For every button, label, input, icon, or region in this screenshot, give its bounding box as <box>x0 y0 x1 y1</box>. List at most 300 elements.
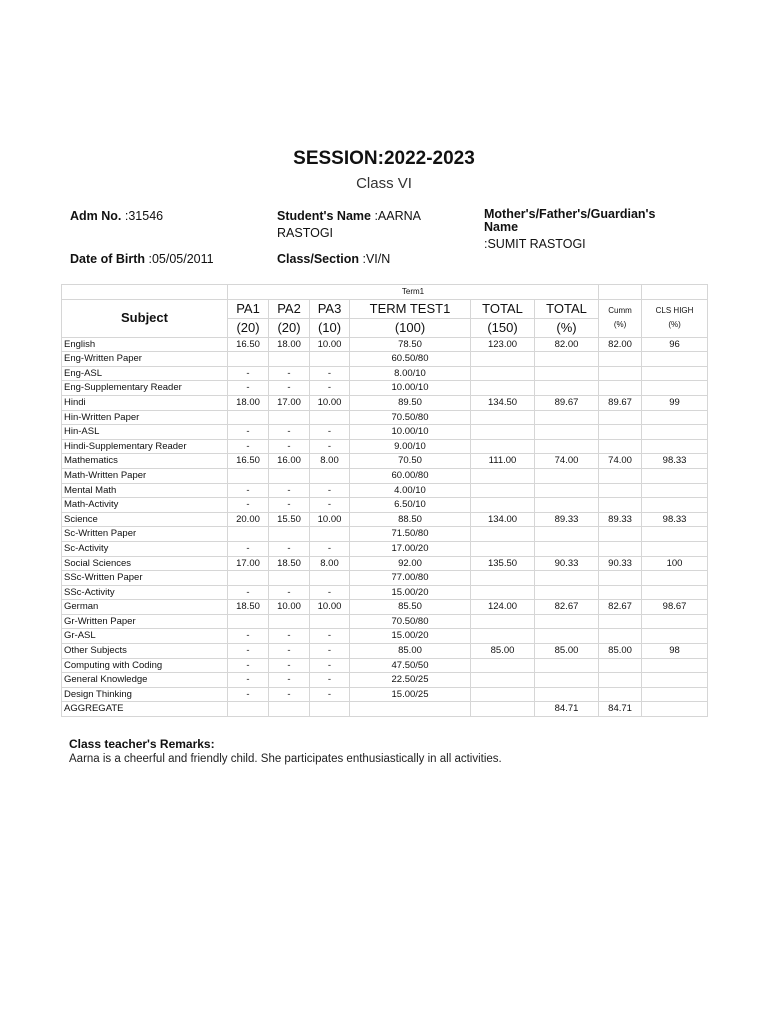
pa1-max: (20) <box>228 318 269 337</box>
pa2-cell: 10.00 <box>269 600 310 615</box>
student-name-value: :AARNA <box>374 209 421 223</box>
class-section <box>277 251 390 268</box>
pa2-cell: - <box>269 425 310 440</box>
pa1-cell <box>228 571 269 586</box>
pa3-cell <box>310 468 350 483</box>
table-row <box>62 512 708 527</box>
table-row <box>62 366 708 381</box>
subject-cell: Eng-Written Paper <box>62 352 228 367</box>
term-test-cell: 9.00/10 <box>350 439 471 454</box>
cumm-cell: 89.67 <box>599 395 642 410</box>
pa1-cell <box>228 352 269 367</box>
guardian-label-2: Name <box>484 220 519 234</box>
adm-no <box>70 208 163 225</box>
class-section-label: Class/Section <box>277 252 359 266</box>
table-row <box>62 468 708 483</box>
cumm-cell <box>599 352 642 367</box>
pa1-cell <box>228 410 269 425</box>
term-test-cell: 60.00/80 <box>350 468 471 483</box>
pa2-cell: 18.50 <box>269 556 310 571</box>
pa1-cell <box>228 614 269 629</box>
pa2-cell <box>269 614 310 629</box>
total-cell <box>471 687 535 702</box>
pa2-cell: - <box>269 585 310 600</box>
pa3-cell: - <box>310 644 350 659</box>
term-test-cell: 70.50/80 <box>350 410 471 425</box>
pa2-max: (20) <box>269 318 310 337</box>
pa3-cell: - <box>310 687 350 702</box>
pa3-cell <box>310 614 350 629</box>
cumm-cell <box>599 498 642 513</box>
pa2-cell: - <box>269 366 310 381</box>
cumm-cell <box>599 425 642 440</box>
table-row <box>62 585 708 600</box>
total-pct-cell <box>535 541 599 556</box>
total-pct-unit: (%) <box>535 318 599 337</box>
cls-high-cell <box>642 687 708 702</box>
cumm-cell: 82.67 <box>599 600 642 615</box>
total-pct-cell <box>535 483 599 498</box>
term-test-cell: 6.50/10 <box>350 498 471 513</box>
pa3-cell: - <box>310 439 350 454</box>
cls-high-cell <box>642 614 708 629</box>
cumm-label: Cumm <box>608 306 632 316</box>
cls-high-cell <box>642 498 708 513</box>
pa1-cell: - <box>228 366 269 381</box>
term-test-cell: 15.00/20 <box>350 629 471 644</box>
table-row <box>62 425 708 440</box>
total-max: (150) <box>471 318 535 337</box>
term-test-cell: 4.00/10 <box>350 483 471 498</box>
subject-header: Subject <box>62 299 228 337</box>
subject-cell: English <box>62 337 228 352</box>
pa1-cell: - <box>228 483 269 498</box>
total-pct-cell <box>535 439 599 454</box>
total-pct-cell: 89.67 <box>535 395 599 410</box>
date-of-birth <box>70 251 214 268</box>
total-pct-cell <box>535 658 599 673</box>
table-row <box>62 658 708 673</box>
subject-cell: Hindi-Supplementary Reader <box>62 439 228 454</box>
dob-value: :05/05/2011 <box>148 252 214 266</box>
term-test-cell: 47.50/50 <box>350 658 471 673</box>
total-cell: 134.50 <box>471 395 535 410</box>
cumm-cell <box>599 410 642 425</box>
pa2-cell <box>269 702 310 717</box>
table-row <box>62 439 708 454</box>
subject-cell: Gr-Written Paper <box>62 614 228 629</box>
subject-cell: Hin-Written Paper <box>62 410 228 425</box>
pa3-cell <box>310 527 350 542</box>
cls-high-cell: 98 <box>642 644 708 659</box>
pa3-cell: - <box>310 366 350 381</box>
total-cell <box>471 483 535 498</box>
pa1-cell: 16.50 <box>228 454 269 469</box>
term-test-cell: 71.50/80 <box>350 527 471 542</box>
pa3-cell: - <box>310 673 350 688</box>
cumm-cell <box>599 483 642 498</box>
total-cell: 135.50 <box>471 556 535 571</box>
total-cell <box>471 352 535 367</box>
pa2-cell <box>269 468 310 483</box>
pa3-header: PA3 <box>310 299 350 318</box>
guardian-value: :SUMIT RASTOGI <box>484 237 586 251</box>
total-pct-cell <box>535 527 599 542</box>
cumm-cell: 74.00 <box>599 454 642 469</box>
subject-cell: Hin-ASL <box>62 425 228 440</box>
cumm-cell <box>599 585 642 600</box>
pa3-cell: 8.00 <box>310 454 350 469</box>
pa3-cell: 10.00 <box>310 337 350 352</box>
cumm-cell: 90.33 <box>599 556 642 571</box>
pa3-cell: - <box>310 381 350 396</box>
term-test-cell: 78.50 <box>350 337 471 352</box>
subject-cell: Math-Activity <box>62 498 228 513</box>
subject-cell: Eng-Supplementary Reader <box>62 381 228 396</box>
pa3-cell: 10.00 <box>310 395 350 410</box>
subject-cell: German <box>62 600 228 615</box>
total-cell: 134.00 <box>471 512 535 527</box>
total-pct-cell: 74.00 <box>535 454 599 469</box>
total-cell <box>471 629 535 644</box>
cls-high-label: CLS HIGH <box>655 306 694 316</box>
pa1-cell: - <box>228 658 269 673</box>
pa3-cell: 10.00 <box>310 600 350 615</box>
class-section-value: :VI/N <box>362 252 391 266</box>
class-name: Class VI <box>356 175 412 192</box>
cls-high-cell <box>642 381 708 396</box>
pa3-cell: - <box>310 629 350 644</box>
term-test-cell: 15.00/25 <box>350 687 471 702</box>
pa1-cell <box>228 468 269 483</box>
pa1-cell: - <box>228 585 269 600</box>
term-test-cell: 88.50 <box>350 512 471 527</box>
term-test-cell: 60.50/80 <box>350 352 471 367</box>
subject-cell: Mathematics <box>62 454 228 469</box>
term-test-cell: 92.00 <box>350 556 471 571</box>
subject-cell: Gr-ASL <box>62 629 228 644</box>
cumm-cell <box>599 629 642 644</box>
table-row <box>62 483 708 498</box>
cls-high-cell <box>642 571 708 586</box>
pa2-cell: - <box>269 673 310 688</box>
total-pct-cell <box>535 498 599 513</box>
cls-high-cell <box>642 658 708 673</box>
pa3-cell <box>310 571 350 586</box>
cls-high-cell: 96 <box>642 337 708 352</box>
pa1-cell <box>228 527 269 542</box>
pa3-cell <box>310 410 350 425</box>
total-cell <box>471 585 535 600</box>
pa3-cell: - <box>310 425 350 440</box>
table-row <box>62 337 708 352</box>
total-pct-cell <box>535 687 599 702</box>
term-test-cell: 70.50 <box>350 454 471 469</box>
pa2-cell <box>269 352 310 367</box>
marks-body <box>62 337 708 716</box>
table-row <box>62 687 708 702</box>
student-name-label: Student's Name <box>277 209 371 223</box>
subject-cell: Mental Math <box>62 483 228 498</box>
total-cell <box>471 527 535 542</box>
cumm-cell <box>599 614 642 629</box>
pa3-cell <box>310 352 350 367</box>
total-pct-cell <box>535 571 599 586</box>
subject-cell: AGGREGATE <box>62 702 228 717</box>
table-row <box>62 673 708 688</box>
pa1-cell: - <box>228 687 269 702</box>
cumm-cell <box>599 541 642 556</box>
subject-cell: Hindi <box>62 395 228 410</box>
session-title: SESSION:2022-2023 <box>293 148 475 169</box>
cls-high-cell: 100 <box>642 556 708 571</box>
cumm-cell <box>599 439 642 454</box>
subject-cell: Computing with Coding <box>62 658 228 673</box>
total-cell <box>471 439 535 454</box>
cls-high-cell <box>642 527 708 542</box>
subject-cell: Eng-ASL <box>62 366 228 381</box>
term-test-cell: 17.00/20 <box>350 541 471 556</box>
term-label: Term1 <box>228 285 599 300</box>
pa1-cell: 18.00 <box>228 395 269 410</box>
pa3-cell: - <box>310 483 350 498</box>
pa1-cell: - <box>228 498 269 513</box>
pa3-cell: 8.00 <box>310 556 350 571</box>
total-cell: 111.00 <box>471 454 535 469</box>
cls-high-cell: 99 <box>642 395 708 410</box>
remarks-text: Aarna is a cheerful and friendly child. She participates enthusiastically in all activities. <box>69 753 502 765</box>
pa3-cell: 10.00 <box>310 512 350 527</box>
table-row <box>62 644 708 659</box>
pa1-header: PA1 <box>228 299 269 318</box>
cls-high-cell: 98.33 <box>642 512 708 527</box>
pa1-cell: - <box>228 644 269 659</box>
table-row <box>62 527 708 542</box>
pa2-cell: 16.00 <box>269 454 310 469</box>
table-row <box>62 600 708 615</box>
table-row <box>62 571 708 586</box>
total-cell <box>471 425 535 440</box>
pa1-cell: - <box>228 673 269 688</box>
marks-table <box>61 284 708 717</box>
cumm-unit: (%) <box>613 320 627 330</box>
cls-high-header <box>642 299 708 337</box>
pa2-cell: - <box>269 381 310 396</box>
cls-high-cell <box>642 439 708 454</box>
pa2-cell: - <box>269 644 310 659</box>
total-cell <box>471 381 535 396</box>
pa3-cell: - <box>310 658 350 673</box>
total-pct-cell <box>535 425 599 440</box>
pa1-cell: 17.00 <box>228 556 269 571</box>
cumm-cell: 84.71 <box>599 702 642 717</box>
term-test-cell: 85.00 <box>350 644 471 659</box>
pa1-cell: - <box>228 629 269 644</box>
table-row <box>62 614 708 629</box>
student-name-value-2: RASTOGI <box>277 226 334 240</box>
term-test-cell: 89.50 <box>350 395 471 410</box>
table-row <box>62 352 708 367</box>
term-test-cell: 85.50 <box>350 600 471 615</box>
total-cell <box>471 410 535 425</box>
header-blank <box>62 285 228 300</box>
total-pct-cell <box>535 585 599 600</box>
total-cell <box>471 673 535 688</box>
guardian-label: Mother's/Father's/Guardian's <box>484 207 656 221</box>
cls-high-cell: 98.33 <box>642 454 708 469</box>
pa2-cell <box>269 410 310 425</box>
total-cell <box>471 702 535 717</box>
term-test-header: TERM TEST1 <box>350 299 471 318</box>
cls-high-unit: (%) <box>668 320 681 330</box>
cls-high-cell <box>642 366 708 381</box>
subject-cell: Design Thinking <box>62 687 228 702</box>
term-test-cell: 15.00/20 <box>350 585 471 600</box>
total-pct-cell: 84.71 <box>535 702 599 717</box>
pa1-cell: - <box>228 381 269 396</box>
pa1-cell <box>228 702 269 717</box>
pa2-cell: - <box>269 687 310 702</box>
table-row <box>62 556 708 571</box>
cls-high-cell <box>642 702 708 717</box>
pa1-cell: 18.50 <box>228 600 269 615</box>
total-header: TOTAL <box>471 299 535 318</box>
total-cell: 123.00 <box>471 337 535 352</box>
total-pct-cell: 82.67 <box>535 600 599 615</box>
pa1-cell: 16.50 <box>228 337 269 352</box>
subject-cell: SSc-Activity <box>62 585 228 600</box>
total-pct-cell: 85.00 <box>535 644 599 659</box>
total-cell <box>471 571 535 586</box>
total-cell <box>471 498 535 513</box>
cumm-cell <box>599 673 642 688</box>
cls-high-cell <box>642 352 708 367</box>
total-cell: 124.00 <box>471 600 535 615</box>
term-test-cell <box>350 702 471 717</box>
subject-cell: Sc-Activity <box>62 541 228 556</box>
cumm-cell: 89.33 <box>599 512 642 527</box>
guardian-name <box>484 208 704 251</box>
pa1-cell: - <box>228 425 269 440</box>
table-row <box>62 498 708 513</box>
term-test-cell: 70.50/80 <box>350 614 471 629</box>
pa2-cell: 18.00 <box>269 337 310 352</box>
table-row <box>62 629 708 644</box>
subject-cell: Science <box>62 512 228 527</box>
pa2-cell: - <box>269 658 310 673</box>
pa2-cell: 15.50 <box>269 512 310 527</box>
subject-cell: Math-Written Paper <box>62 468 228 483</box>
remarks-label: Class teacher's Remarks: <box>69 737 215 751</box>
total-pct-cell <box>535 468 599 483</box>
student-name <box>277 208 467 242</box>
table-row <box>62 541 708 556</box>
cls-high-cell <box>642 410 708 425</box>
cls-high-cell <box>642 585 708 600</box>
cls-high-cell: 98.67 <box>642 600 708 615</box>
pa1-cell: - <box>228 439 269 454</box>
table-row <box>62 381 708 396</box>
pa2-cell <box>269 571 310 586</box>
total-cell <box>471 658 535 673</box>
adm-value: :31546 <box>124 209 164 223</box>
cls-high-cell <box>642 468 708 483</box>
pa3-max: (10) <box>310 318 350 337</box>
pa2-header: PA2 <box>269 299 310 318</box>
total-pct-cell <box>535 381 599 396</box>
subject-cell: Social Sciences <box>62 556 228 571</box>
subject-cell: Other Subjects <box>62 644 228 659</box>
total-pct-header: TOTAL <box>535 299 599 318</box>
subject-cell: General Knowledge <box>62 673 228 688</box>
cumm-cell <box>599 468 642 483</box>
term-test-cell: 77.00/80 <box>350 571 471 586</box>
cls-high-cell <box>642 541 708 556</box>
cumm-cell: 85.00 <box>599 644 642 659</box>
header-blank-cumm <box>599 285 642 300</box>
subject-cell: SSc-Written Paper <box>62 571 228 586</box>
cumm-cell <box>599 658 642 673</box>
total-pct-cell: 90.33 <box>535 556 599 571</box>
term-test-cell: 10.00/10 <box>350 425 471 440</box>
pa3-cell: - <box>310 585 350 600</box>
cls-high-cell <box>642 673 708 688</box>
term-test-cell: 10.00/10 <box>350 381 471 396</box>
cumm-cell <box>599 527 642 542</box>
pa2-cell: - <box>269 541 310 556</box>
total-cell <box>471 614 535 629</box>
total-cell: 85.00 <box>471 644 535 659</box>
total-cell <box>471 468 535 483</box>
pa2-cell: - <box>269 629 310 644</box>
pa1-cell: - <box>228 541 269 556</box>
total-pct-cell <box>535 366 599 381</box>
total-pct-cell <box>535 410 599 425</box>
cumm-cell <box>599 571 642 586</box>
pa2-cell: - <box>269 483 310 498</box>
cls-high-cell <box>642 425 708 440</box>
subject-cell: Sc-Written Paper <box>62 527 228 542</box>
cumm-cell <box>599 366 642 381</box>
term-test-cell: 22.50/25 <box>350 673 471 688</box>
table-row <box>62 702 708 717</box>
term-test-cell: 8.00/10 <box>350 366 471 381</box>
pa2-cell: - <box>269 439 310 454</box>
table-row <box>62 395 708 410</box>
dob-label: Date of Birth <box>70 252 145 266</box>
pa3-cell: - <box>310 541 350 556</box>
total-pct-cell <box>535 614 599 629</box>
term-test-max: (100) <box>350 318 471 337</box>
table-row <box>62 410 708 425</box>
cls-high-cell <box>642 629 708 644</box>
total-cell <box>471 541 535 556</box>
total-pct-cell: 89.33 <box>535 512 599 527</box>
pa2-cell <box>269 527 310 542</box>
pa3-cell: - <box>310 498 350 513</box>
cls-high-cell <box>642 483 708 498</box>
total-pct-cell <box>535 629 599 644</box>
table-row <box>62 454 708 469</box>
cumm-header <box>599 299 642 337</box>
pa2-cell: 17.00 <box>269 395 310 410</box>
header-blank-clshigh <box>642 285 708 300</box>
pa1-cell: 20.00 <box>228 512 269 527</box>
cumm-cell <box>599 687 642 702</box>
cumm-cell <box>599 381 642 396</box>
pa2-cell: - <box>269 498 310 513</box>
total-pct-cell: 82.00 <box>535 337 599 352</box>
